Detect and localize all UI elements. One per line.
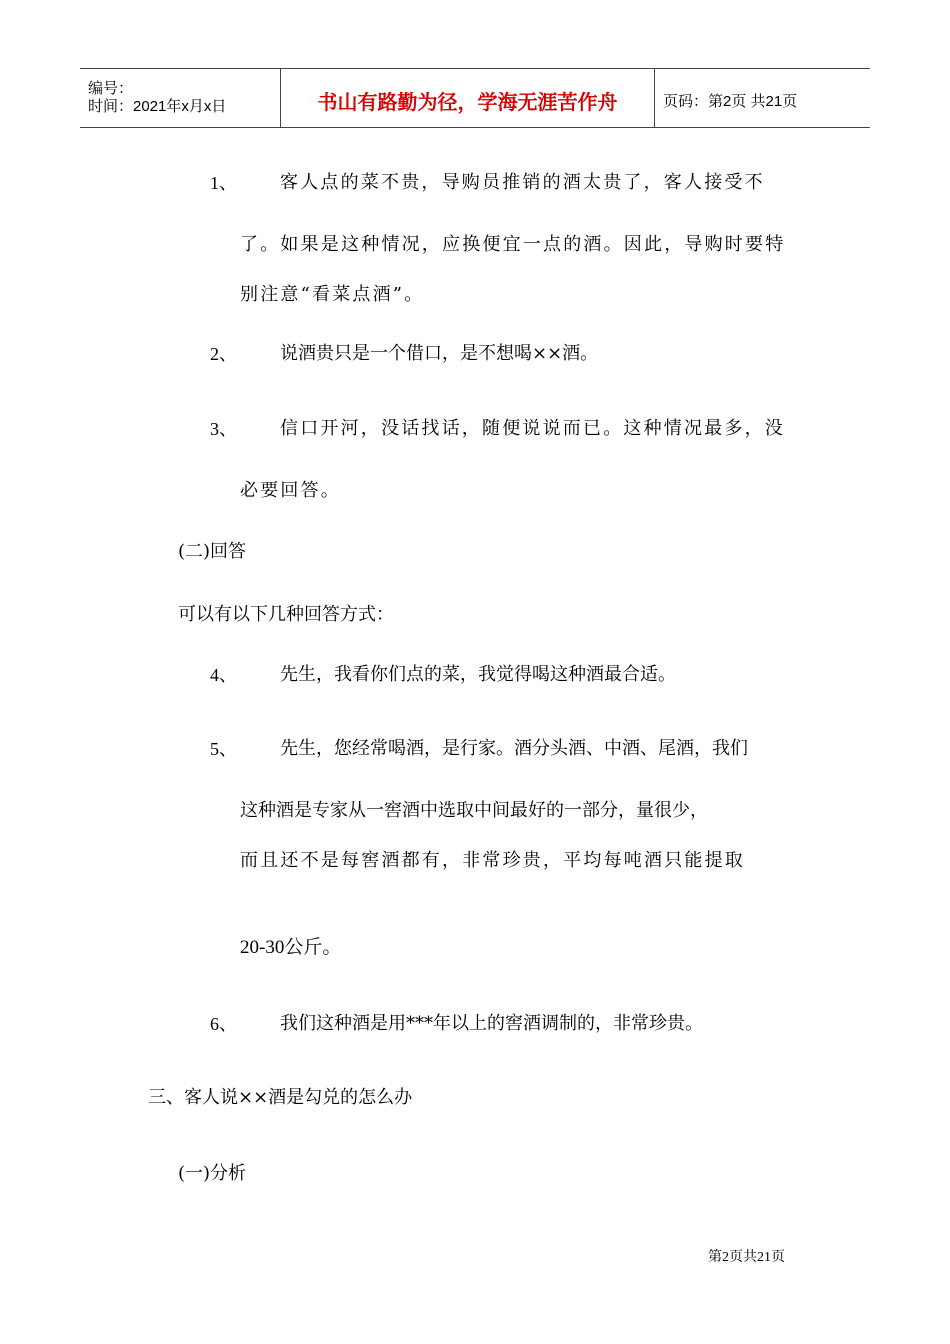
page-header [80, 68, 870, 128]
paragraph-line: 20-30公斤。 [240, 937, 342, 958]
paragraph-line: 我们这种酒是用***年以上的窖酒调制的，非常珍贵。 [280, 1013, 703, 1034]
paragraph-line: 先生，您经常喝酒，是行家。酒分头酒、中酒、尾酒，我们 [280, 738, 748, 759]
motto-text: 书山有路勤为径，学海无涯苦作舟 [317, 89, 618, 114]
subsection-heading: (一)分析 [178, 1163, 247, 1184]
header-motto [281, 69, 655, 127]
paragraph-line: 这种酒是专家从一窖酒中选取中间最好的一部分，量很少， [240, 800, 708, 821]
paragraph-line: 必要回答。 [240, 480, 341, 501]
paragraph-line: 客人点的菜不贵，导购员推销的酒太贵了，客人接受不 [280, 172, 765, 193]
section-heading: 三、客人说××酒是勾兑的怎么办 [148, 1087, 413, 1108]
section-heading: (二)回答 [178, 541, 247, 562]
header-meta [80, 69, 281, 127]
number-label: 编号： [88, 80, 134, 97]
paragraph-line: 而且还不是每窖酒都有，非常珍贵，平均每吨酒只能提取 [240, 850, 745, 871]
paragraph-line: 别注意“看菜点酒”。 [240, 284, 425, 305]
intro-text: 可以有以下几种回答方式： [178, 604, 394, 625]
item-number: 2、 [210, 344, 237, 364]
paragraph-line: 了。如果是这种情况，应换便宜一点的酒。因此，导购时要特 [240, 234, 786, 255]
item-number: 6、 [210, 1014, 237, 1034]
header-page-info [655, 69, 870, 127]
page-info-text: 页码：第2页 共21页 [663, 92, 798, 110]
paragraph-line: 说酒贵只是一个借口，是不想喝××酒。 [280, 343, 599, 364]
page-footer: 第2页共21页 [708, 1250, 785, 1265]
item-number: 3、 [210, 419, 237, 439]
item-number: 4、 [210, 665, 237, 685]
item-number: 5、 [210, 739, 237, 759]
item-number: 1、 [210, 173, 237, 193]
time-label: 时间：2021年x月x日 [88, 98, 227, 115]
paragraph-line: 先生，我看你们点的菜，我觉得喝这种酒最合适。 [280, 664, 676, 685]
paragraph-line: 信口开河，没话找话，随便说说而已。这种情况最多，没 [280, 418, 785, 439]
